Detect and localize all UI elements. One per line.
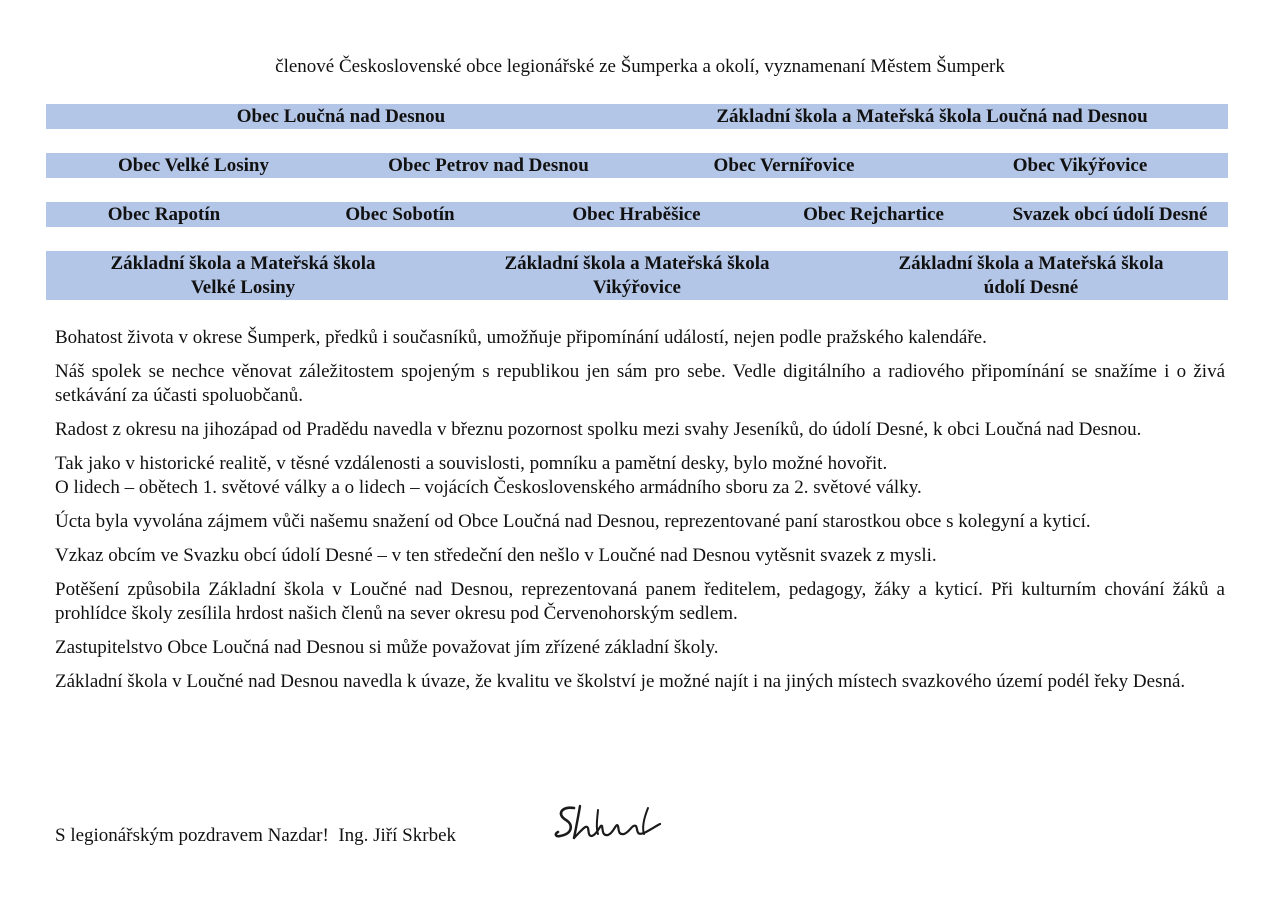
handwritten-signature: [552, 800, 664, 844]
paragraph: Tak jako v historické realitě, v těsné vzdálenosti a souvislosti, pomníku a pamětní desky, bylo možné hovořit.: [55, 453, 888, 474]
honoree-band-4: [46, 251, 1228, 300]
honoree-cell: Obec Rejchartice: [803, 204, 944, 225]
paragraph: Náš spolek se nechce věnovat záležitostem spojeným s republikou jen sám pro sebe. Vedle digitálního a radiového připomínání se snažíme i o živá setkávání za účasti spoluobčanů.: [55, 361, 1225, 406]
honoree-cell: [834, 252, 1228, 300]
signoff: S legionářským pozdravem Nazdar! Ing. Jiří Skrbek: [55, 825, 457, 846]
honoree-cell: Obec Vikýřovice: [1012, 155, 1148, 176]
paragraph: Vzkaz obcím ve Svazku obcí údolí Desné – v ten středeční den nešlo v Loučné nad Desnou vytěsnit svazek z mysli.: [55, 545, 937, 566]
honoree-line: Vikýřovice: [593, 277, 681, 298]
honoree-cell: Obec Loučná nad Desnou: [236, 106, 446, 127]
honoree-cell: Obec Sobotín: [345, 204, 455, 225]
honoree-line: Základní škola a Mateřská škola: [504, 253, 770, 274]
honoree-cell: Svazek obcí údolí Desné: [1012, 204, 1208, 225]
honoree-cell: [440, 252, 834, 300]
paragraph: Bohatost života v okrese Šumperk, předků i současníků, umožňuje připomínání událostí, nejen podle pražského kalendáře.: [55, 327, 987, 348]
honoree-line: Základní škola a Mateřská škola: [898, 253, 1164, 274]
honoree-cell: Obec Vernířovice: [713, 155, 855, 176]
body-text: [55, 326, 1225, 704]
honoree-cell: Obec Hraběšice: [572, 204, 701, 225]
paragraph: Zastupitelstvo Obce Loučná nad Desnou si může považovat jím zřízené základní školy.: [55, 637, 719, 658]
honoree-cell: Obec Velké Losiny: [118, 155, 269, 176]
honoree-band-1: [46, 104, 1228, 129]
honoree-cell: Obec Rapotín: [107, 204, 221, 225]
paragraph: Základní škola v Loučné nad Desnou navedla k úvaze, že kvalitu ve školství je možné najít i na jiných místech svazkového území podél řeky Desná.: [55, 671, 1186, 692]
honoree-band-3: [46, 202, 1228, 227]
paragraph: Potěšení způsobila Základní škola v Loučné nad Desnou, reprezentovaná panem ředitelem, pedagogy, žáky a kyticí. Při kulturním chování žáků a prohlídce školy zesílila hrdost našich členů na sever okresu pod Červenohorským sedlem.: [55, 579, 1225, 624]
paragraph: O lidech – obětech 1. světové války a o lidech – vojácích Československého armádního sboru za 2. světové války.: [55, 477, 922, 498]
honoree-line: Základní škola a Mateřská škola: [110, 253, 376, 274]
honoree-cell: Obec Petrov nad Desnou: [388, 155, 589, 176]
honoree-band-2: [46, 153, 1228, 178]
paragraph: Úcta byla vyvolána zájmem vůči našemu snažení od Obce Loučná nad Desnou, reprezentované paní starostkou obce s kolegyní a kyticí.: [55, 511, 1091, 532]
honoree-cell: [46, 252, 440, 300]
honoree-cell: Základní škola a Mateřská škola Loučná nad Desnou: [716, 106, 1148, 127]
document-caption: členové Československé obce legionářské ze Šumperka a okolí, vyznamenaní Městem Šumperk: [275, 56, 1005, 77]
honoree-line: Velké Losiny: [190, 277, 296, 298]
paragraph: Radost z okresu na jihozápad od Pradědu navedla v březnu pozornost spolku mezi svahy Jeseníků, do údolí Desné, k obci Loučná nad Desnou.: [55, 419, 1142, 440]
honoree-line: údolí Desné: [983, 277, 1079, 298]
